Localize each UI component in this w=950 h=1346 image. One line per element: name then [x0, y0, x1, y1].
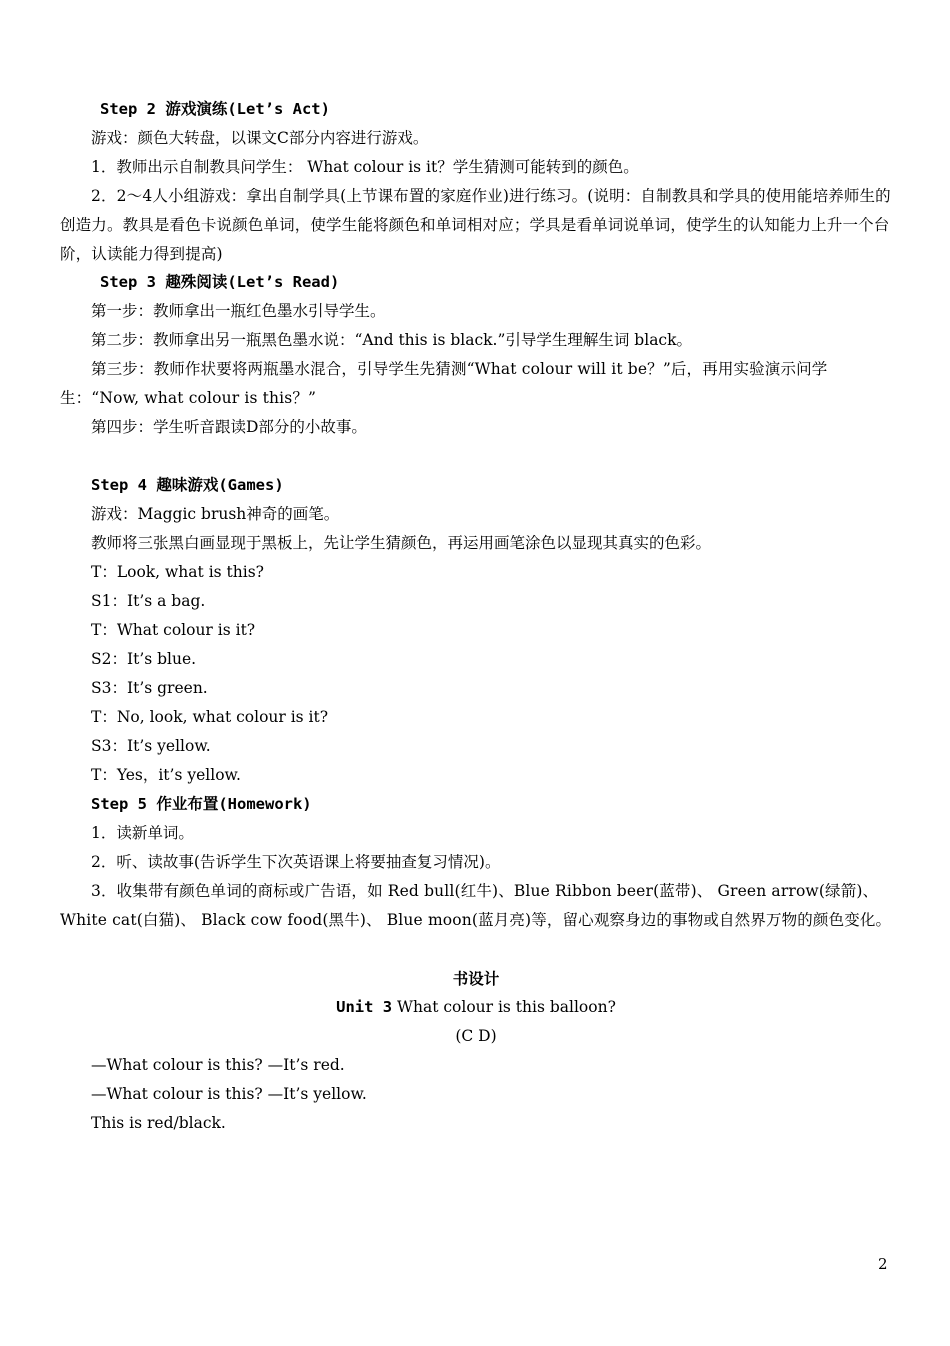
step2-item-1: 1．教师出示自制教具问学生： What colour is it？学生猜测可能转到的颜色。 [91, 158, 639, 176]
board-line: —What colour is this? —It’s red. [91, 1056, 345, 1074]
step2-game: 游戏：颜色大转盘，以课文C部分内容进行游戏。 [91, 129, 429, 147]
step3-step-3: 第三步：教师作状要将两瓶墨水混合，引导学生先猜测“What colour will it be？”后，再用实验演示问学生：“Now, what colour is this？” [60, 360, 828, 407]
dialog-line: T：Look, what is this? [91, 563, 264, 581]
step3-heading: Step 3 趣殊阅读(Let’s Read) [100, 273, 340, 291]
board-line: —What colour is this? —It’s yellow. [91, 1085, 367, 1103]
dialog-line: S2：It’s blue. [91, 650, 197, 668]
dialog-line: T：No, look, what colour is it? [91, 708, 329, 726]
step2-item-2: 2．2～4人小组游戏：拿出自制学具(上节课布置的家庭作业)进行练习。(说明：自制教具和学具的使用能培养师生的创造力。教具是看色卡说颜色单词，使学生能将颜色和单词相对应；学具是看单词说单词，使学生的认知能力上升一个台阶，认读能力得到提高) [60, 187, 891, 263]
step2-heading: Step 2 游戏演练(Let’s Act) [100, 100, 330, 118]
step4-heading: Step 4 趣味游戏(Games) [91, 476, 284, 494]
homework-item-3: 3．收集带有颜色单词的商标或广告语，如 Red bull(红牛)、Blue Ribbon beer(蓝带)、 Green arrow(绿箭)、 White cat(白猫)、 Black cow food(黑牛)、 Blue moon(蓝月亮)等，留心观察身边的事物或自然界万物的颜色变化。 [60, 882, 892, 929]
board-line: This is red/black. [91, 1114, 226, 1132]
dialog-line: S1：It’s a bag. [91, 592, 206, 610]
step4-game: 游戏：Maggic brush神奇的画笔。 [91, 505, 340, 523]
step3-step-2: 第二步：教师拿出另一瓶黑色墨水说：“And this is black.”引导学生理解生词 black。 [91, 331, 693, 349]
board-unit-number: Unit 3 [336, 998, 393, 1016]
board-design-title: 书设计 [452, 969, 500, 988]
board-unit-title [60, 993, 892, 1022]
dialog-line: S3：It’s yellow. [91, 737, 211, 755]
homework-item-1: 1．读新单词。 [91, 824, 194, 842]
step5-heading: Step 5 作业布置(Homework) [91, 795, 312, 813]
step3-step-4: 第四步：学生听音跟读D部分的小故事。 [91, 418, 367, 436]
page-number: 2 [878, 1255, 888, 1273]
homework-item-2: 2．听、读故事(告诉学生下次英语课上将要抽查复习情况)。 [91, 853, 501, 871]
step4-description: 教师将三张黑白画显现于黑板上，先让学生猜颜色，再运用画笔涂色以显现其真实的色彩。 [91, 534, 712, 552]
board-parts: (C D) [455, 1027, 497, 1045]
dialog-line: S3：It’s green. [91, 679, 208, 697]
step3-step-1: 第一步：教师拿出一瓶红色墨水引导学生。 [91, 302, 386, 320]
dialog-line: T：What colour is it? [91, 621, 256, 639]
dialog-line: T：Yes，it’s yellow. [91, 766, 241, 784]
board-unit-name: What colour is this balloon? [392, 998, 616, 1016]
